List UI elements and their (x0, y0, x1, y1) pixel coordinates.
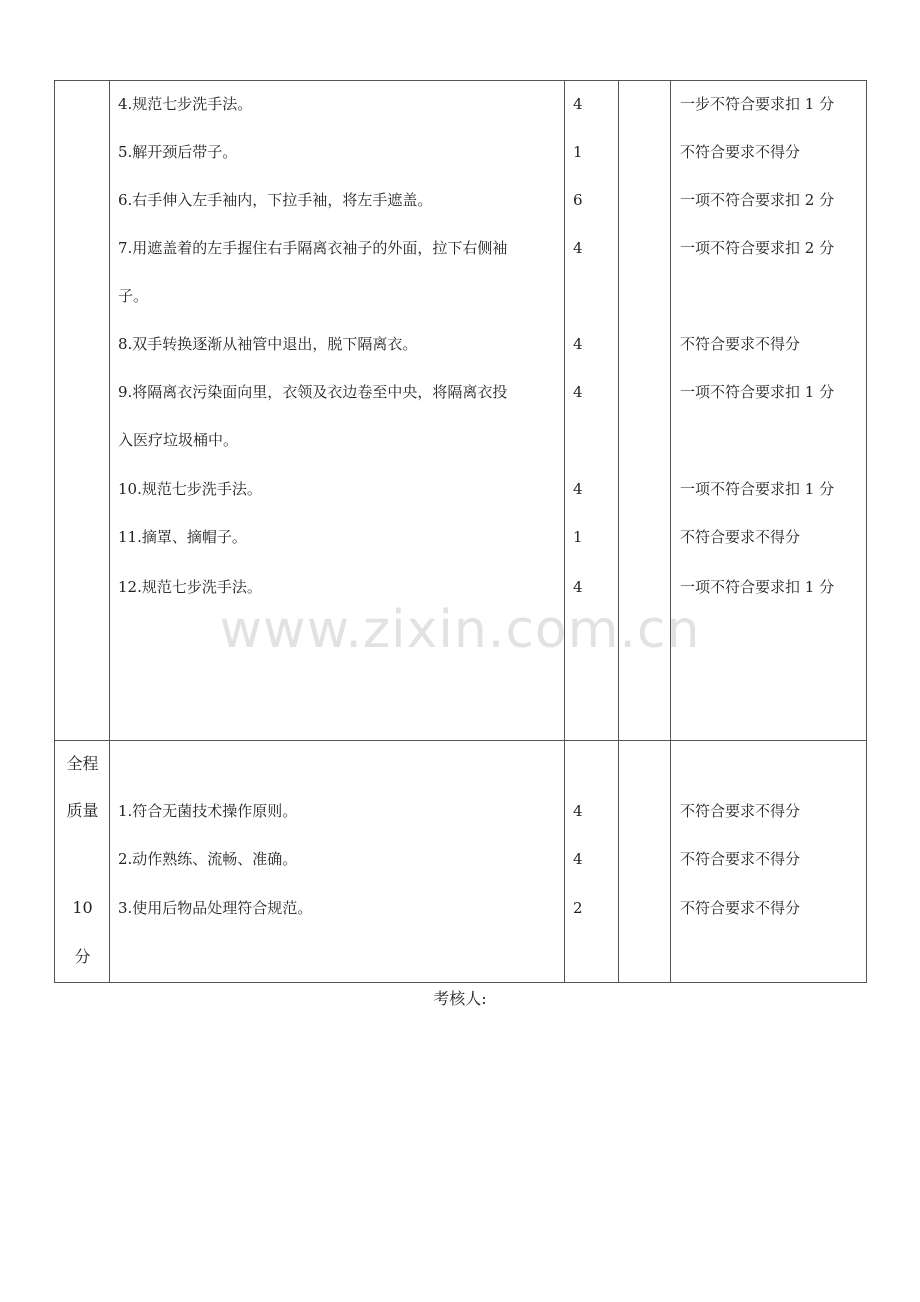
deduction-text: 不符合要求不得分 (680, 802, 801, 820)
section-label-line: 全程 (66, 754, 99, 773)
item-text: 2.动作熟练、流畅、准确。 (118, 850, 298, 868)
score-value: 1 (573, 528, 583, 546)
deduction-text: 不符合要求不得分 (680, 899, 801, 917)
deduction-text: 一项不符合要求扣 1 分 (680, 480, 835, 498)
score-value: 4 (573, 802, 583, 820)
deduction-text: 不符合要求不得分 (680, 143, 801, 161)
table-top-border (54, 80, 867, 81)
item-text: 7.用遮盖着的左手握住右手隔离衣袖子的外面，拉下右侧袖 (118, 239, 508, 257)
item-text-continued: 入医疗垃圾桶中。 (118, 431, 239, 449)
item-text: 1.符合无菌技术操作原则。 (118, 802, 298, 820)
item-text: 10.规范七步洗手法。 (118, 480, 262, 498)
score-value: 4 (573, 383, 583, 401)
section-label-line: 质量 (66, 801, 99, 820)
deduction-text: 一项不符合要求扣 2 分 (680, 239, 835, 257)
score-value: 4 (573, 239, 583, 257)
item-text: 11.摘罩、摘帽子。 (118, 528, 247, 546)
deduction-text: 一项不符合要求扣 2 分 (680, 191, 835, 209)
section-label-line: 分 (74, 947, 91, 966)
item-text: 9.将隔离衣污染面向里，衣领及衣边卷至中央，将隔离衣投 (118, 383, 508, 401)
column-divider-4 (670, 80, 671, 983)
table-left-border (54, 80, 55, 983)
item-text: 5.解开颈后带子。 (118, 143, 238, 161)
score-value: 4 (573, 480, 583, 498)
table-right-border (866, 80, 867, 983)
examiner-label: 考核人: (433, 989, 487, 1008)
watermark: www.zixin.com.cn (219, 600, 701, 660)
table-bottom-border (54, 982, 867, 983)
column-divider-1 (109, 80, 110, 983)
score-value: 4 (573, 578, 583, 596)
deduction-text: 一项不符合要求扣 1 分 (680, 383, 835, 401)
item-text: 3.使用后物品处理符合规范。 (118, 899, 313, 917)
item-text: 6.右手伸入左手袖内，下拉手袖，将左手遮盖。 (118, 191, 433, 209)
deduction-text: 一项不符合要求扣 1 分 (680, 578, 835, 596)
deduction-text: 一步不符合要求扣 1 分 (680, 95, 835, 113)
score-value: 4 (573, 335, 583, 353)
score-value: 4 (573, 850, 583, 868)
score-value: 2 (573, 899, 583, 917)
column-divider-2 (564, 80, 565, 983)
item-text-continued: 子。 (118, 287, 149, 305)
item-text: 12.规范七步洗手法。 (118, 578, 262, 596)
score-value: 6 (573, 191, 583, 209)
deduction-text: 不符合要求不得分 (680, 335, 801, 353)
score-value: 1 (573, 143, 583, 161)
section-divider (54, 740, 867, 741)
deduction-text: 不符合要求不得分 (680, 850, 801, 868)
column-divider-3 (618, 80, 619, 983)
section-label-line: 10 (72, 898, 93, 917)
score-value: 4 (573, 95, 583, 113)
item-text: 8.双手转换逐渐从袖管中退出，脱下隔离衣。 (118, 335, 418, 353)
deduction-text: 不符合要求不得分 (680, 528, 801, 546)
item-text: 4.规范七步洗手法。 (118, 95, 253, 113)
